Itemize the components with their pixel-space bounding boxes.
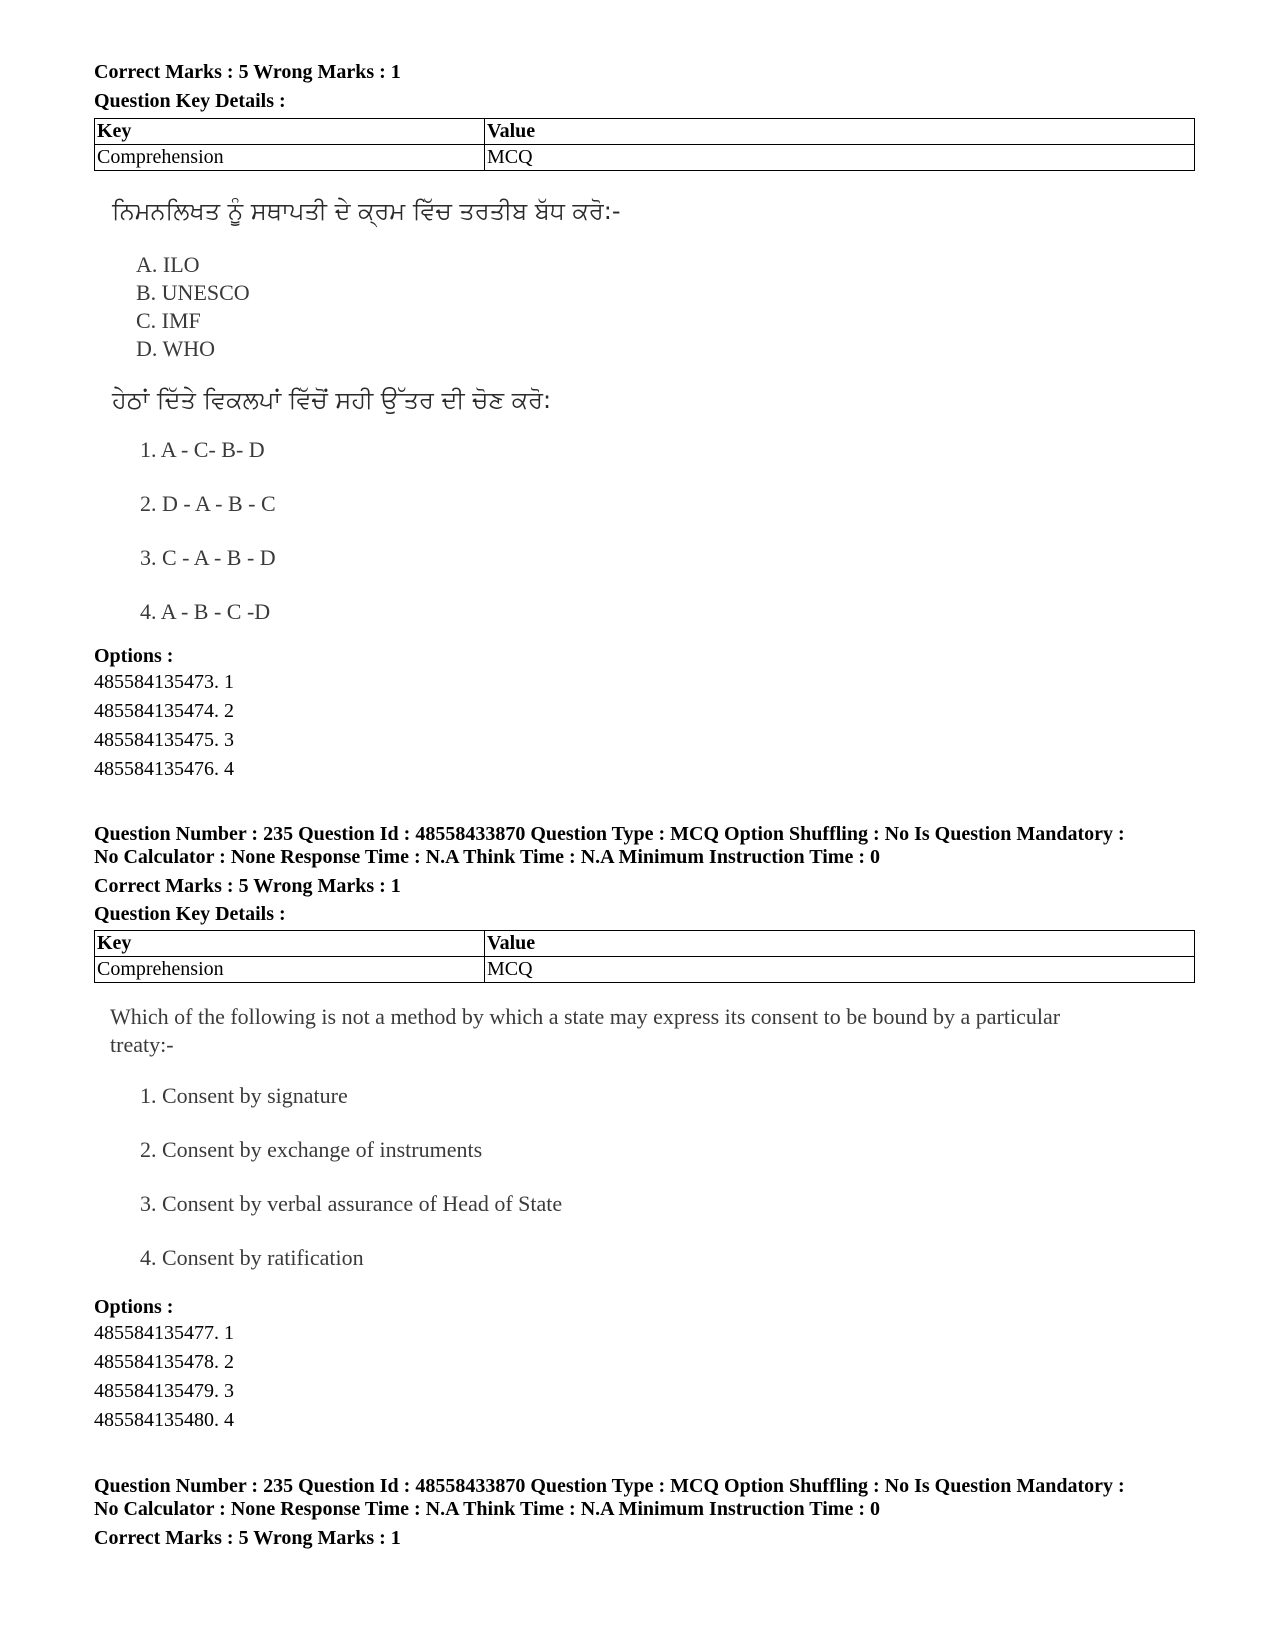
marks-line: Correct Marks : 5 Wrong Marks : 1 bbox=[94, 61, 401, 83]
list-item: C. IMF bbox=[136, 308, 201, 333]
question-items bbox=[136, 251, 250, 363]
answer-choice: 1. A - C- B- D bbox=[140, 437, 265, 462]
list-item: A. ILO bbox=[136, 252, 200, 277]
table-header-row bbox=[95, 119, 1195, 145]
key-details-label: Question Key Details : bbox=[94, 90, 286, 112]
option-item: 485584135475. 3 bbox=[94, 729, 234, 751]
list-item: B. UNESCO bbox=[136, 280, 250, 305]
table-row bbox=[95, 145, 1195, 171]
option-item: 485584135473. 1 bbox=[94, 671, 234, 693]
answer-choice: 3. C - A - B - D bbox=[140, 545, 276, 570]
marks-line: Correct Marks : 5 Wrong Marks : 1 bbox=[94, 1527, 401, 1549]
question-header-line2: No Calculator : None Response Time : N.A Think Time : N.A Minimum Instruction Time : 0 bbox=[94, 846, 880, 868]
key-details-label: Question Key Details : bbox=[94, 903, 286, 925]
options-label: Options : bbox=[94, 1296, 174, 1318]
table-cell-key: Comprehension bbox=[95, 957, 485, 983]
question-text bbox=[110, 1003, 1060, 1059]
answer-choice: 1. Consent by signature bbox=[140, 1083, 348, 1108]
table-header-value: Value bbox=[485, 931, 1195, 957]
option-item: 485584135476. 4 bbox=[94, 758, 234, 780]
answer-choice: 4. A - B - C -D bbox=[140, 599, 271, 624]
question-intro: ਨਿਮਨਲਿਖਤ ਨੂੰ ਸਥਾਪਤੀ ਦੇ ਕ੍ਰਮ ਵਿੱਚ ਤਰਤੀਬ ਬੱਧ ਕਰੋ:- bbox=[112, 197, 621, 225]
options-list bbox=[94, 1319, 234, 1435]
option-item: 485584135474. 2 bbox=[94, 700, 234, 722]
answer-choices bbox=[140, 1069, 562, 1285]
answer-choice: 2. Consent by exchange of instruments bbox=[140, 1137, 483, 1162]
answer-choice: 4. Consent by ratification bbox=[140, 1245, 364, 1270]
question-header-line1: Question Number : 235 Question Id : 48558433870 Question Type : MCQ Option Shuffling : No Is Question Mandatory : bbox=[94, 823, 1125, 845]
table-header-key: Key bbox=[95, 119, 485, 145]
list-item: D. WHO bbox=[136, 336, 216, 361]
table-row bbox=[95, 957, 1195, 983]
question-text-line: Which of the following is not a method by which a state may express its consent to be bound by a particular bbox=[110, 1004, 1061, 1029]
option-item: 485584135480. 4 bbox=[94, 1409, 234, 1431]
table-header-key: Key bbox=[95, 931, 485, 957]
key-details-table bbox=[94, 118, 1195, 171]
options-list bbox=[94, 668, 234, 784]
question-header-line2: No Calculator : None Response Time : N.A Think Time : N.A Minimum Instruction Time : 0 bbox=[94, 1498, 880, 1520]
table-header-value: Value bbox=[485, 119, 1195, 145]
table-cell-key: Comprehension bbox=[95, 145, 485, 171]
table-cell-value: MCQ bbox=[485, 957, 1195, 983]
choose-instruction: ਹੇਠਾਂ ਦਿੱਤੇ ਵਿਕਲਪਾਂ ਵਿੱਚੋਂ ਸਹੀ ਉੱਤਰ ਦੀ ਚੋਣ ਕਰੋ: bbox=[112, 386, 552, 414]
table-header-row bbox=[95, 931, 1195, 957]
answer-choices bbox=[140, 423, 276, 639]
option-item: 485584135477. 1 bbox=[94, 1322, 234, 1344]
question-text-line: treaty:- bbox=[110, 1032, 174, 1057]
table-cell-value: MCQ bbox=[485, 145, 1195, 171]
key-details-table bbox=[94, 930, 1195, 983]
option-item: 485584135478. 2 bbox=[94, 1351, 234, 1373]
marks-line: Correct Marks : 5 Wrong Marks : 1 bbox=[94, 875, 401, 897]
options-label: Options : bbox=[94, 645, 174, 667]
answer-choice: 2. D - A - B - C bbox=[140, 491, 276, 516]
answer-choice: 3. Consent by verbal assurance of Head of State bbox=[140, 1191, 563, 1216]
option-item: 485584135479. 3 bbox=[94, 1380, 234, 1402]
question-header-line1: Question Number : 235 Question Id : 48558433870 Question Type : MCQ Option Shuffling : No Is Question Mandatory : bbox=[94, 1475, 1125, 1497]
